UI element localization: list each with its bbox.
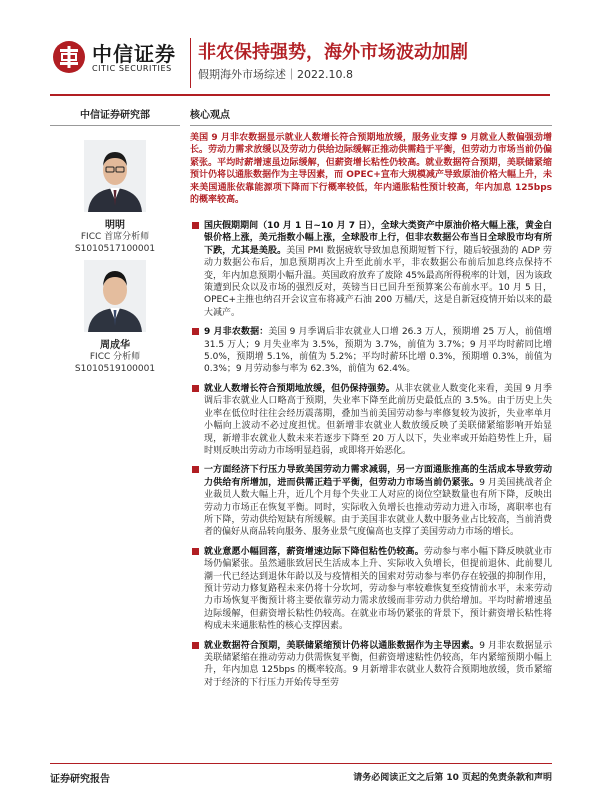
list-item [190,640,552,690]
bullet-body: 9 月非农数据显示美联储紧缩在推动劳动力供需恢复平衡，但薪资增速粘性仍较高，年内紧缩预期小幅上升，年内加息 125bps 的概率较高。9 月新增非农就业人数符合预期地放缓，货币紧缩对于经济的下行压力开始传导至劳 [204,640,552,688]
report-title: 非农保持强势，海外市场波动加剧 [198,42,468,63]
bullet-lead: 一方面经济下行压力导致美国劳动力需求减弱，另一方面通胀推高的生活成本导致劳动力供给有所增加，进而供需正趋于平衡，但劳动力市场当前仍紧张。 [204,465,552,488]
analyst-license-id: S1010519100001 [74,364,156,374]
report-header [0,0,600,95]
bullet-square-icon [192,548,199,555]
logo-english-text: CITIC SECURITIES [92,64,172,73]
bullet-square-icon [192,328,199,335]
footer-disclaimer-notice: 请务必阅读正文之后第 10 页起的免责条款和声明 [353,773,552,783]
bullet-list [190,220,552,696]
person-photo-icon [84,260,146,332]
header-divider [190,38,191,88]
bullet-square-icon [192,642,199,649]
core-summary: 美国 9 月非农数据显示就业人数增长符合预期地放缓，服务业支撑 9 月就业人数偏强劲增长。劳动力需求放缓以及劳动力供给边际缓解正推动供需趋于平衡，但劳动力市场当前仍偏紧张。平均时薪增速虽边际缓解，但薪资增长粘性仍较高。就业数据符合预期，美联储紧缩预计仍将以通胀数据作为主导因素，而 OPEC+宣布大规模减产导致原油价格大幅上升，未来美国通胀依靠能源项下降而下行概率较低，年内通胀粘性预计较高，年内加息 125bps 的概率较高。 [190,133,552,206]
avatar [84,140,146,212]
research-dept-heading: 中信证券研究部 [50,100,180,126]
bullet-lead: 就业数据符合预期，美联储紧缩预计仍将以通胀数据作为主导因素。 [204,640,480,651]
bullet-lead: 9 月非农数据： [204,327,269,338]
list-item [190,220,552,319]
list-item [190,383,552,457]
core-view-heading: 核心观点 [190,100,552,126]
citic-logo [52,40,187,80]
logo-chinese-text: 中信证券 [92,42,176,66]
analyst-name: 明明 [105,220,125,231]
analyst-card [50,260,180,375]
bullet-body: 美国 9 月季调后非农就业人口增 26.3 万人，预期增 25 万人，前值增 31.5 万人；9 月失业率为 3.5%，预期为 3.7%，前值为 3.7%；9 月平均时薪同比增 5.0%，预期增 5.1%，前值为 5.2%；平均时薪环比增 0.3%，预期增 0.3%，前值为 0.3%；9 月劳动参与率为 62.3%，前值为 62.4%。 [204,327,552,375]
bullet-square-icon [192,385,199,392]
analyst-role: FICC 首席分析师 [80,232,150,242]
person-photo-icon [84,140,146,212]
analyst-role: FICC 分析师 [89,352,141,362]
avatar [84,260,146,332]
bullet-lead: 就业人数增长符合预期地放缓，但仍保持强势。 [204,383,395,394]
header-rule [50,94,550,96]
bullet-body: 9 月美国挑战者企业裁员人数大幅上升，近几个月每个失业工人对应的岗位空缺数量也有所下降，反映出劳动力市场正在恢复平衡。同时，实际收入负增长也推动劳动力进入市场，离职率也有所下降，劳动供给短缺有所缓解。由于美国非农就业人数中服务业占比较高，当前消费者的偏好从商品转向服务、服务业景气度偏高也支撑了美国劳动力市场的增长。 [204,477,552,538]
list-item [190,546,552,633]
list-item [190,464,552,538]
analyst-name: 周成华 [100,340,130,351]
citic-logo-icon [52,40,86,74]
bullet-square-icon [192,466,199,473]
analyst-card [50,140,180,255]
bullet-body: 美国 PMI 数据疲软导致加息预期短暂下行，随后较强劲的 ADP 劳动力数据公布后，加息预期再次上升至此前水平，非农数据公布前后加息终点保持不变，年内加息预期小幅升温。英国政府放弃了废除 45%最高所得税率的计划，因为该政策遭到民众以及市场的强烈反对，英镑当日已回升至预算案公布前水平。10 月 5 日，OPEC+主推也纳召开会议宣布将减产石油 200 万桶/天，这是自新冠疫情开始以来的最大减产。 [204,245,552,318]
bullet-body: 劳动参与率小幅下降反映就业市场仍偏紧张。虽然通胀致居民生活成本上升、实际收入负增长，但提前退休、此前婴儿潮一代已经达到退休年龄以及与疫情相关的国索对劳动参与率仍存在较强的抑制作用，预计劳动力修复路程未来仍将十分坎坷，劳动参与率较难恢复至疫情前水平，未来劳动力市场恢复平衡预计将主要依靠劳动力需求放缓而非劳动力供给增加。平均时薪增速虽边际缓解，但薪资增长粘性仍较高。在就业市场仍紧张的背景下，预计薪资增长粘性将构成未来通胀粘性的核心支撑因素。 [204,546,552,632]
analyst-license-id: S1010517100001 [74,244,156,254]
list-item [190,326,552,376]
bullet-square-icon [192,222,199,229]
left-sidebar [50,100,180,374]
bullet-lead: 就业意愿小幅回落，薪资增速边际下降但粘性仍较高。 [204,546,424,557]
bullet-lead: 国庆假期期间（10 月 1 日~10 月 7 日），全球大类资产中原油价格大幅上涨，黄金白银价格上涨，美元指数小幅上涨，全球股市上行，但非农数据公布当日全球股市均有所下跌，尤其是美股。 [204,221,552,256]
bullet-body: 从非农就业人数变化来看，美国 9 月季调后非农就业人口略高于预期，失业率下降至此前历史最低点的 3.5%。由于历史上失业率在低位时往往会经历震荡期，叠加当前美国劳动参与率修复较为波折，失业率单月小幅向上波动不必过度担忧。但新增非农就业人数放缓反映了美联储紧缩影响开始显现，新增非农就业人数未来若逐步下降至 20 万人以下，失业率或开始趋势性上升，届时则反映出劳动力市场明显趋弱，或即将开始恶化。 [204,383,552,456]
footer-report-type: 证券研究报告 [50,774,110,785]
report-subtitle: 假期海外市场综述｜2022.10.8 [198,68,353,81]
main-content [190,100,552,688]
footer-rule [50,763,552,764]
